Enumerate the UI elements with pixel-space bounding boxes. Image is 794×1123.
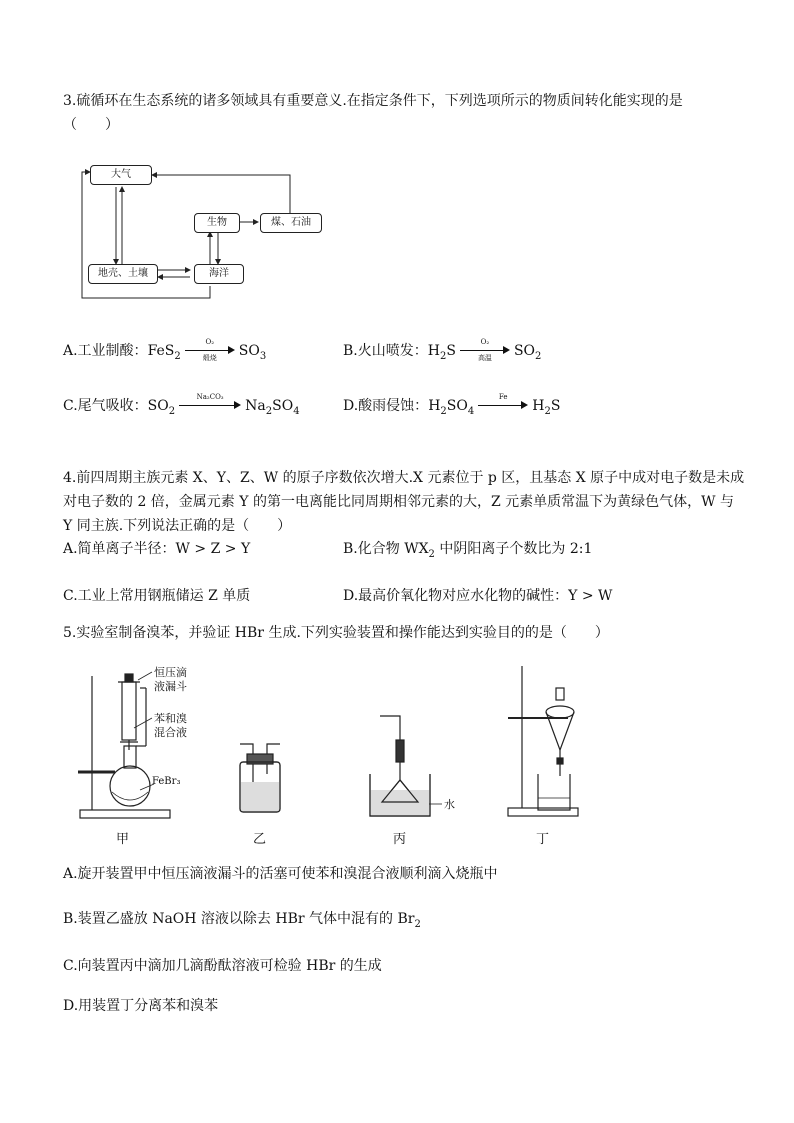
q5-option-a: A.旋开装置甲中恒压滴液漏斗的活塞可使苯和溴混合液顺利滴入烧瓶中 xyxy=(63,866,498,882)
label-apparatus-jia: 甲 xyxy=(116,832,130,847)
q4-option-a: A.简单离子半径：W > Z > Y xyxy=(63,541,251,557)
node-fossil-fuels: 煤、石油 xyxy=(260,213,322,233)
node-atmosphere: 大气 xyxy=(90,165,152,185)
q3-option-d: D.酸雨侵蚀：$H_2SO_4$ Fe $H_2S$ xyxy=(343,393,561,417)
label-benzene-bromine-2: 混合液 xyxy=(154,726,187,739)
q3-option-b: B.火山喷发：$H_2S$ O₂ 高温 $SO_2$ xyxy=(343,338,542,362)
reaction-arrow: Fe xyxy=(476,399,530,413)
reaction-arrow: O₂ 高温 xyxy=(458,344,512,358)
q3-answer-blank: （ ） xyxy=(63,117,119,133)
label-benzene-bromine-1: 苯和溴 xyxy=(154,712,187,725)
q4-stem-line-1: 4.前四周期主族元素 X、Y、Z、W 的原子序数依次增大.X 元素位于 p 区，且基态 X 原子中成对电子数是未成 xyxy=(63,470,745,486)
q5-option-c: C.向装置丙中滴加几滴酚酞溶液可检验 HBr 的生成 xyxy=(63,958,382,974)
label-apparatus-bing: 丙 xyxy=(393,832,407,847)
q4-option-c: C.工业上常用钢瓶储运 Z 单质 xyxy=(63,588,251,604)
node-organisms: 生物 xyxy=(194,213,240,233)
q4-stem-line-2: 对电子数的 2 倍，金属元素 Y 的第一电离能比同周期相邻元素的大，Z 元素单质常温下为黄绿色气体，W 与 xyxy=(63,494,734,510)
q3-stem: 3.硫循环在生态系统的诸多领域具有重要意义.在指定条件下，下列选项所示的物质间转化能实现的是 xyxy=(63,93,683,109)
reaction-arrow: Na₂CO₃ xyxy=(177,399,243,413)
apparatus-drawing xyxy=(60,658,600,854)
label-catalyst: FeBr₃ xyxy=(152,776,181,787)
label-pressure-funnel-1: 恒压滴 xyxy=(154,666,187,679)
q3-option-c: C.尾气吸收：$SO_2$ Na₂CO₃ $Na_2SO_4$ xyxy=(63,393,300,417)
node-crust-soil: 地壳、土壤 xyxy=(88,264,158,284)
reaction-arrow: O₂ 煅烧 xyxy=(183,344,237,358)
label-apparatus-yi: 乙 xyxy=(253,832,267,847)
label-apparatus-ding: 丁 xyxy=(536,832,550,847)
q4-stem-line-3: Y 同主族.下列说法正确的是（ ） xyxy=(63,518,292,534)
q5-option-b: B.装置乙盛放 NaOH 溶液以除去 HBr 气体中混有的 $Br_2$ xyxy=(63,911,421,930)
q5-stem: 5.实验室制备溴苯，并验证 HBr 生成.下列实验装置和操作能达到实验目的的是（ ） xyxy=(63,625,609,641)
apparatus-figure xyxy=(60,658,600,854)
label-water: 水 xyxy=(444,798,455,811)
node-ocean: 海洋 xyxy=(194,264,244,284)
q3-option-a: A.工业制酸：FeS$_2$ O₂ 煅烧 $SO_3$ xyxy=(63,338,267,362)
q5-option-d: D.用装置丁分离苯和溴苯 xyxy=(63,998,219,1014)
sulfur-cycle-diagram xyxy=(78,160,338,305)
q4-option-b: B.化合物 $WX_2$ 中阴阳离子个数比为 2:1 xyxy=(343,541,593,560)
q4-option-d: D.最高价氧化物对应水化物的碱性：Y > W xyxy=(343,588,613,604)
label-pressure-funnel-2: 液漏斗 xyxy=(154,680,187,693)
